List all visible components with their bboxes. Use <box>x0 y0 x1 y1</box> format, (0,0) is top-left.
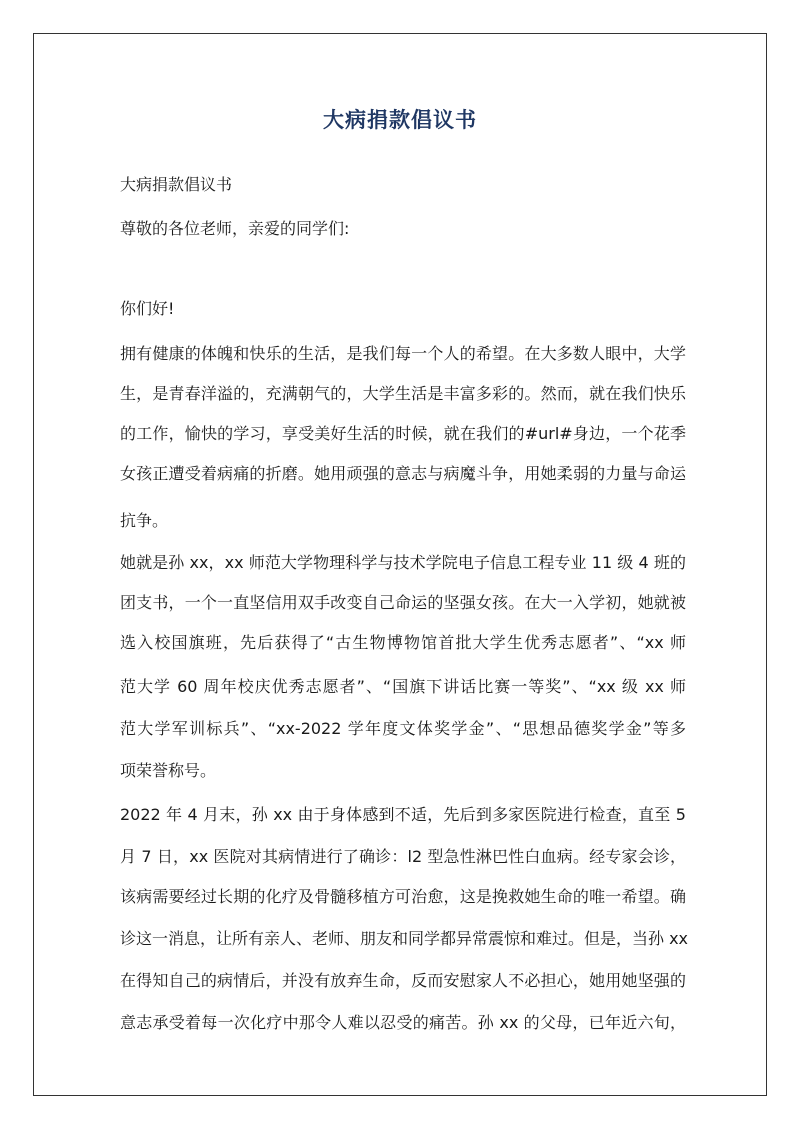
paragraph-line: 月 7 日，xx 医院对其病情进行了确诊：l2 型急性淋巴性白血病。经专家会诊， <box>120 847 686 866</box>
paragraph-line: 抗争。 <box>120 511 169 530</box>
paragraph-line: 诊这一消息，让所有亲人、老师、朋友和同学都异常震惊和难过。但是，当孙 xx <box>120 929 689 948</box>
salutation: 尊敬的各位老师，亲爱的同学们: <box>120 219 350 238</box>
paragraph-line: 范大学 60 周年校庆优秀志愿者”、“国旗下讲话比赛一等奖”、“xx 级 xx 师 <box>120 677 686 696</box>
paragraph-line: 选入校国旗班，先后获得了“古生物博物馆首批大学生优秀志愿者”、“xx 师 <box>120 633 686 652</box>
paragraph-line: 意志承受着每一次化疗中那令人难以忍受的痛苦。孙 xx 的父母，已年近六旬， <box>120 1013 686 1032</box>
paragraph-line: 生，是青春洋溢的，充满朝气的，大学生活是丰富多彩的。然而，就在我们快乐 <box>120 384 686 403</box>
paragraph-line: 她就是孙 xx，xx 师范大学物理科学与技术学院电子信息工程专业 11 级 4 班的 <box>120 553 686 572</box>
paragraph-line: 在得知自己的病情后，并没有放弃生命，反而安慰家人不必担心，她用她坚强的 <box>120 971 686 990</box>
paragraph-line: 团支书，一个一直坚信用双手改变自己命运的坚强女孩。在大一入学初，她就被 <box>120 593 686 612</box>
paragraph-line: 女孩正遭受着病痛的折磨。她用顽强的意志与病魔斗争，用她柔弱的力量与命运 <box>120 464 686 483</box>
paragraph-line: 该病需要经过长期的化疗及骨髓移植方可治愈，这是挽救她生命的唯一希望。确 <box>120 887 686 906</box>
paragraph-line: 的工作，愉快的学习，享受美好生活的时候，就在我们的#url#身边，一个花季 <box>120 424 686 443</box>
paragraph-line: 范大学军训标兵”、“xx-2022 学年度文体奖学金”、“思想品德奖学金”等多 <box>120 719 686 738</box>
paragraph-line: 2022 年 4 月末，孙 xx 由于身体感到不适，先后到多家医院进行检查，直至 5 <box>120 805 686 824</box>
document-subtitle: 大病捐款倡议书 <box>120 175 233 194</box>
greeting: 你们好! <box>120 299 175 318</box>
document-title: 大病捐款倡议书 <box>323 108 477 132</box>
paragraph-line: 项荣誉称号。 <box>120 761 217 780</box>
paragraph-line: 拥有健康的体魄和快乐的生活，是我们每一个人的希望。在大多数人眼中，大学 <box>120 344 686 363</box>
